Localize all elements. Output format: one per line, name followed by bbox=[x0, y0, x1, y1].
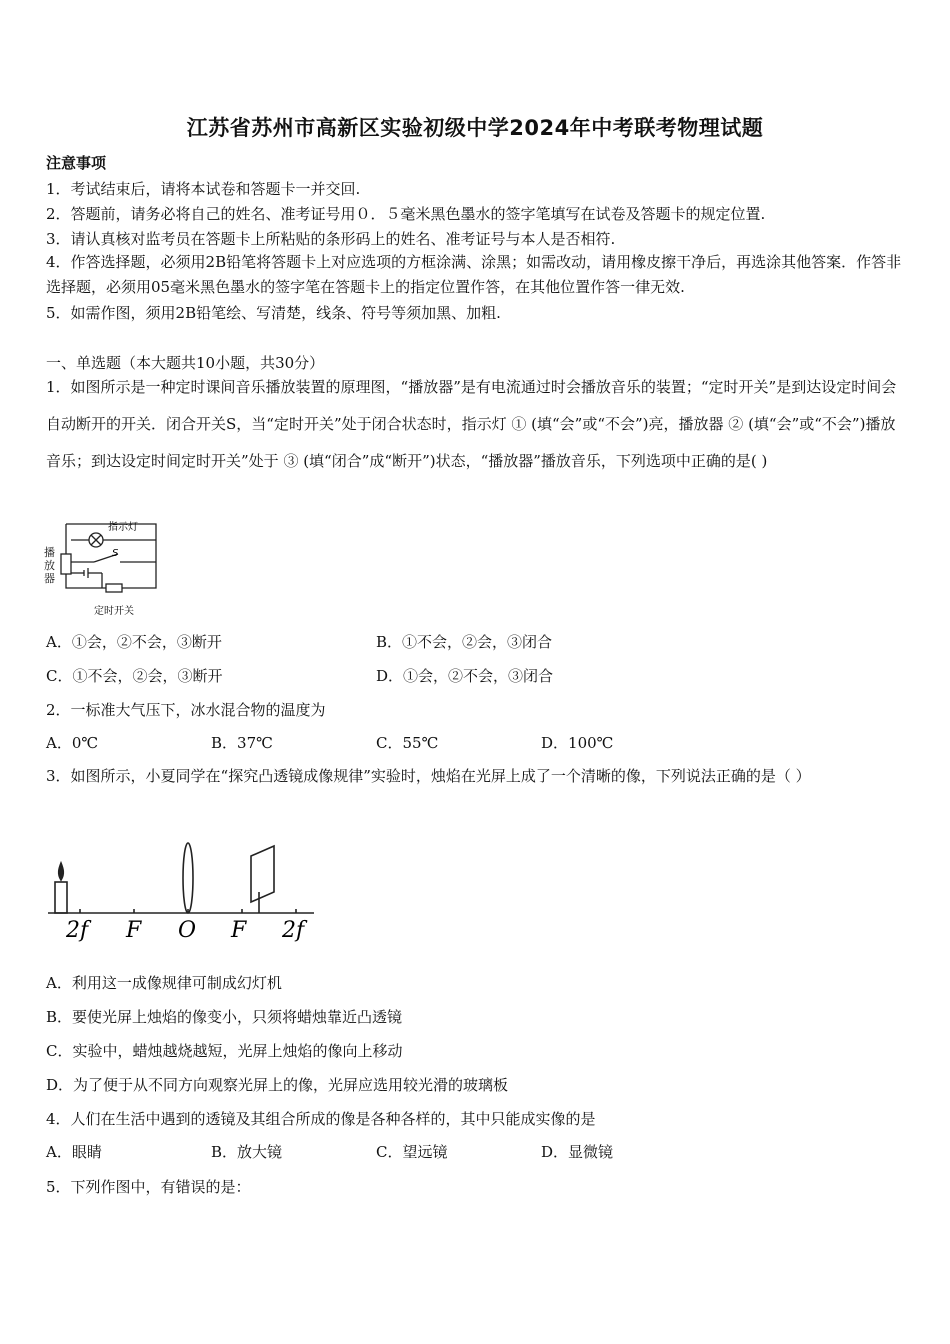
notice-item-3: 3．请认真核对监考员在答题卡上所粘贴的条形码上的姓名、准考证号与本人是否相符. bbox=[46, 230, 616, 248]
label-f-left: F bbox=[126, 918, 142, 943]
q1-option-c[interactable]: C．①不会，②会，③断开 bbox=[46, 667, 223, 685]
q4-option-a[interactable]: A．眼睛 bbox=[46, 1143, 102, 1161]
page-title: 江苏省苏州市高新区实验初级中学2024年中考联考物理试题 bbox=[186, 116, 764, 140]
question-3-text: 3．如图所示，小夏同学在“探究凸透镜成像规律”实验时，烛焰在光屏上成了一个清晰的像，下列说法正确的是（ ） bbox=[46, 767, 811, 785]
circuit-diagram bbox=[44, 518, 174, 620]
label-2f-right: 2f bbox=[282, 918, 305, 943]
label-o: O bbox=[178, 918, 197, 943]
q4-option-b[interactable]: B．放大镜 bbox=[211, 1143, 283, 1161]
q2-option-c[interactable]: C．55℃ bbox=[376, 734, 439, 752]
question-1-text: 1．如图所示是一种定时课间音乐播放装置的原理图，“播放器”是有电流通过时会播放音乐的装置；“定时开关”是到达设定时间会自动断开的开关．闭合开关S，当“定时开关”处于闭合状态时，指示灯 ① (填“会”或“不会”)亮，播放器 ② (填“会”或“不会”)播放音乐；到达设定时间定时开关”处于 ③ (填“闭合”成“断开”)状态，“播放器”播放音乐，下列选项中正确的是( ) bbox=[46, 378, 897, 470]
notice-item-4: 4．作答选择题，必须用2B铅笔将答题卡上对应选项的方框涂满、涂黑；如需改动，请用橡皮擦干净后，再选涂其他答案．作答非选择题，必须用05毫米黑色墨水的签字笔在答题卡上的指定位置作答，在其他位置作答一律无效. bbox=[46, 253, 902, 296]
label-2f-left: 2f bbox=[66, 918, 89, 943]
q2-option-a[interactable]: A．0℃ bbox=[46, 734, 99, 752]
notice-item-5: 5．如需作图，须用2B铅笔绘、写清楚，线条、符号等须加黑、加粗. bbox=[46, 304, 501, 322]
notice-item-1: 1．考试结束后，请将本试卷和答题卡一并交回. bbox=[46, 180, 361, 198]
question-5-text: 5．下列作图中，有错误的是： bbox=[46, 1178, 251, 1196]
q2-option-b[interactable]: B．37℃ bbox=[211, 734, 273, 752]
q1-option-d[interactable]: D．①会，②不会，③闭合 bbox=[376, 667, 554, 685]
lens-diagram bbox=[44, 836, 324, 948]
q1-option-a[interactable]: A．①会，②不会，③断开 bbox=[46, 633, 222, 651]
notice-item-2: 2．答题前，请务必将自己的姓名、准考证号用０．５毫米黑色墨水的签字笔填写在试卷及答题卡的规定位置. bbox=[46, 205, 766, 223]
label-f-right: F bbox=[231, 918, 247, 943]
timer-label: 定时开关 bbox=[94, 606, 134, 617]
q4-option-c[interactable]: C．望远镜 bbox=[376, 1143, 448, 1161]
q2-option-d[interactable]: D．100℃ bbox=[541, 734, 614, 752]
q4-option-d[interactable]: D．显微镜 bbox=[541, 1143, 614, 1161]
section-heading: 一、单选题（本大题共10小题，共30分） bbox=[46, 354, 325, 372]
q3-option-a[interactable]: A．利用这一成像规律可制成幻灯机 bbox=[46, 974, 282, 992]
player-label: 播放器 bbox=[44, 546, 55, 585]
question-4-text: 4．人们在生活中遇到的透镜及其组合所成的像是各种各样的，其中只能成实像的是 bbox=[46, 1110, 596, 1128]
q1-option-b[interactable]: B．①不会，②会，③闭合 bbox=[376, 633, 553, 651]
lamp-label: 指示灯 bbox=[108, 522, 138, 533]
q3-option-d[interactable]: D．为了便于从不同方向观察光屏上的像，光屏应选用较光滑的玻璃板 bbox=[46, 1076, 509, 1094]
q3-option-c[interactable]: C．实验中，蜡烛越烧越短，光屏上烛焰的像向上移动 bbox=[46, 1042, 403, 1060]
notice-heading: 注意事项 bbox=[46, 154, 107, 172]
switch-label: S bbox=[112, 548, 119, 559]
q3-option-b[interactable]: B．要使光屏上烛焰的像变小，只须将蜡烛靠近凸透镜 bbox=[46, 1008, 403, 1026]
question-2-text: 2．一标准大气压下，冰水混合物的温度为 bbox=[46, 701, 326, 719]
